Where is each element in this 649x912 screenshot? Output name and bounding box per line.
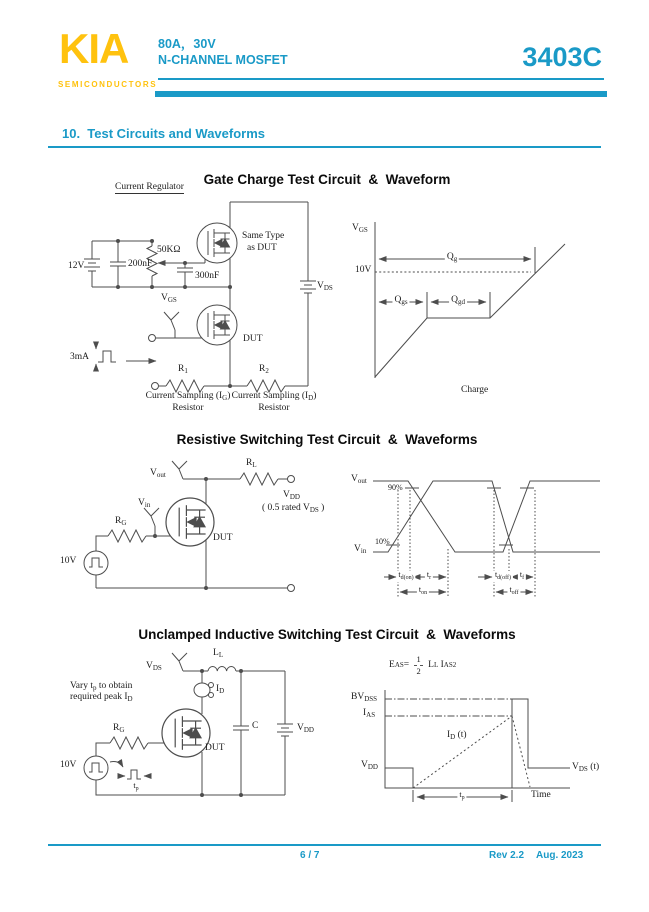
t-off-label: $t_{off}$ (509, 585, 519, 596)
vds-source-label: $V_{DS}$ (317, 281, 333, 292)
battery-symbol-vds (300, 281, 316, 293)
eas-equation: E AS = $\frac{1}{2}$ L L I AS 2 (389, 654, 457, 676)
dut-label: DUT (243, 334, 263, 344)
kia-logo: KIA (59, 25, 129, 72)
vin-label: $V_{in}$ (138, 498, 151, 509)
dut-label: DUT (205, 743, 225, 753)
pulse-3ma-glyph (98, 351, 116, 362)
time-axis-label: Time (531, 790, 551, 800)
qg-label: $Q_g$ (446, 252, 458, 263)
r2-label: $R_2$ (259, 364, 269, 375)
fig3-title: Unclamped Inductive Switching Test Circuit & Waveforms (138, 627, 516, 642)
tp-span-label: $t_p$ (459, 790, 465, 801)
ninety-percent-label: 90% (388, 483, 403, 492)
wave2-vin-label: $V_{in}$ (354, 544, 367, 555)
device-line: N-CHANNEL MOSFET (158, 53, 288, 67)
rating-line: 80A，30V (158, 37, 216, 51)
current-probe-symbol (194, 683, 214, 698)
sampling-ig-resistor: Resistor (172, 403, 204, 413)
resistor-rg (110, 737, 148, 749)
ias-label: $I_{AS}$ (363, 708, 376, 719)
vgs-label: $V_{GS}$ (161, 293, 177, 304)
same-type-label-1: Same Type (242, 231, 285, 241)
terminal-circle (288, 476, 295, 483)
vgs-probe-icon (164, 312, 179, 330)
t-on-label: $t_{on}$ (418, 585, 428, 596)
id-t-label: $I_D$ (t) (447, 730, 467, 741)
mosfet-dut (197, 305, 237, 345)
td-on-label: $t_{d(on)}$ (398, 570, 414, 581)
tr-label: $t_r$ (426, 570, 432, 581)
vin-probe-icon (144, 508, 159, 526)
tp-pulse-label: $t_p$ (133, 781, 139, 792)
qgs-label: $Q_{gs}$ (394, 295, 408, 306)
terminal-circle (288, 585, 295, 592)
logo-subtext: SEMICONDUCTORS (58, 80, 158, 89)
pulse-10v-label: 10V (60, 760, 77, 770)
sampling-ig-label: Current Sampling $(I_G)$ (145, 391, 231, 402)
rl-label: $R_L$ (246, 458, 257, 469)
supply-12v-label: 12V (68, 261, 85, 271)
capacitor-200nf (110, 262, 126, 266)
resistor-rg (108, 530, 146, 542)
fig2-title: Resistive Switching Test Circuit & Waveforms (176, 432, 478, 447)
vout-probe-icon (172, 461, 187, 479)
same-type-label-2: as DUT (247, 243, 277, 253)
cap-300nf-label: 300nF (195, 271, 220, 281)
fig1-title: Gate Charge Test Circuit & Waveform (203, 172, 451, 187)
sampling-id-label: Current Sampling $(I_D)$ (231, 391, 317, 402)
vdd-level-label: $V_{DD}$ (361, 760, 378, 771)
fraction-half: $\frac{1}{2}$ (414, 655, 423, 676)
tf-label: $t_f$ (519, 570, 525, 581)
vds-probe-icon (172, 653, 187, 671)
inductor-symbol (208, 667, 236, 671)
unclamped-inductive-waveform (385, 690, 570, 802)
vds-probe-label: $V_{DS}$ (146, 661, 162, 672)
bvdss-label: $BV_{DSS}$ (351, 692, 378, 703)
revision-label: Rev 2.2 (489, 850, 525, 861)
curved-arrow (110, 762, 123, 767)
ll-label: $L_L$ (213, 648, 224, 659)
page-number: 6 / 7 (300, 850, 320, 861)
vdd-label: $V_{DD}$ (297, 723, 314, 734)
pulse-3ma-label: 3mA (70, 352, 89, 362)
current-regulator-label: Current Regulator (115, 182, 184, 194)
qgd-label: $Q_{gd}$ (451, 295, 465, 306)
wave1-10v-label: 10V (355, 265, 372, 275)
section-heading: 10. Test Circuits and Waveforms (62, 126, 266, 141)
rg-label: $R_G$ (115, 516, 127, 527)
charge-axis-label: Charge (461, 385, 489, 395)
battery-symbol-vdd (277, 724, 293, 736)
date-label: Aug. 2023 (536, 850, 584, 861)
mosfet-dut (162, 709, 210, 757)
pulse-generator-symbol (84, 551, 108, 575)
r1-label: $R_1$ (178, 364, 188, 375)
tp-pulse-glyph (127, 770, 141, 779)
mosfet-dut (166, 498, 214, 546)
cap-200nf-label: 200nF (128, 259, 153, 269)
pulse-10v-label: 10V (60, 556, 77, 566)
resistor-rl (240, 473, 278, 485)
id-probe-label: $I_D$ (216, 684, 225, 695)
capacitor-300nf (177, 268, 193, 272)
vdd-label: $V_{DD}$ (283, 490, 300, 501)
pulse-generator-symbol (84, 756, 108, 780)
battery-symbol-12v (84, 259, 100, 271)
vdd-note-label: ( 0.5 rated $V_{DS}$ ) (262, 503, 325, 514)
terminal-circle (149, 335, 156, 342)
dut-label: DUT (213, 533, 233, 543)
vout-label: $V_{out}$ (150, 468, 166, 479)
td-off-label: $t_{d(off)}$ (494, 570, 512, 581)
capacitor-c (233, 726, 249, 730)
pot-50k-label: 50KΩ (157, 245, 181, 255)
wave1-vgs-axis-label: $V_{GS}$ (352, 223, 368, 234)
cap-c-label: C (252, 721, 259, 731)
sampling-id-resistor: Resistor (258, 403, 290, 413)
vary-note-line2: required peak $I_D$ (70, 692, 133, 703)
vds-t-label: $V_{DS}$ (t) (572, 762, 600, 773)
terminal-circle (152, 383, 159, 390)
vary-note-line1: Vary $t_p$ to obtain (70, 681, 133, 692)
wave2-vout-label: $V_{out}$ (351, 474, 367, 485)
part-number: 3403C (522, 42, 602, 72)
ten-percent-label: 10% (375, 537, 390, 546)
mosfet-same-type (197, 223, 237, 263)
footer-rule (48, 844, 601, 846)
rg-label: $R_G$ (113, 723, 125, 734)
